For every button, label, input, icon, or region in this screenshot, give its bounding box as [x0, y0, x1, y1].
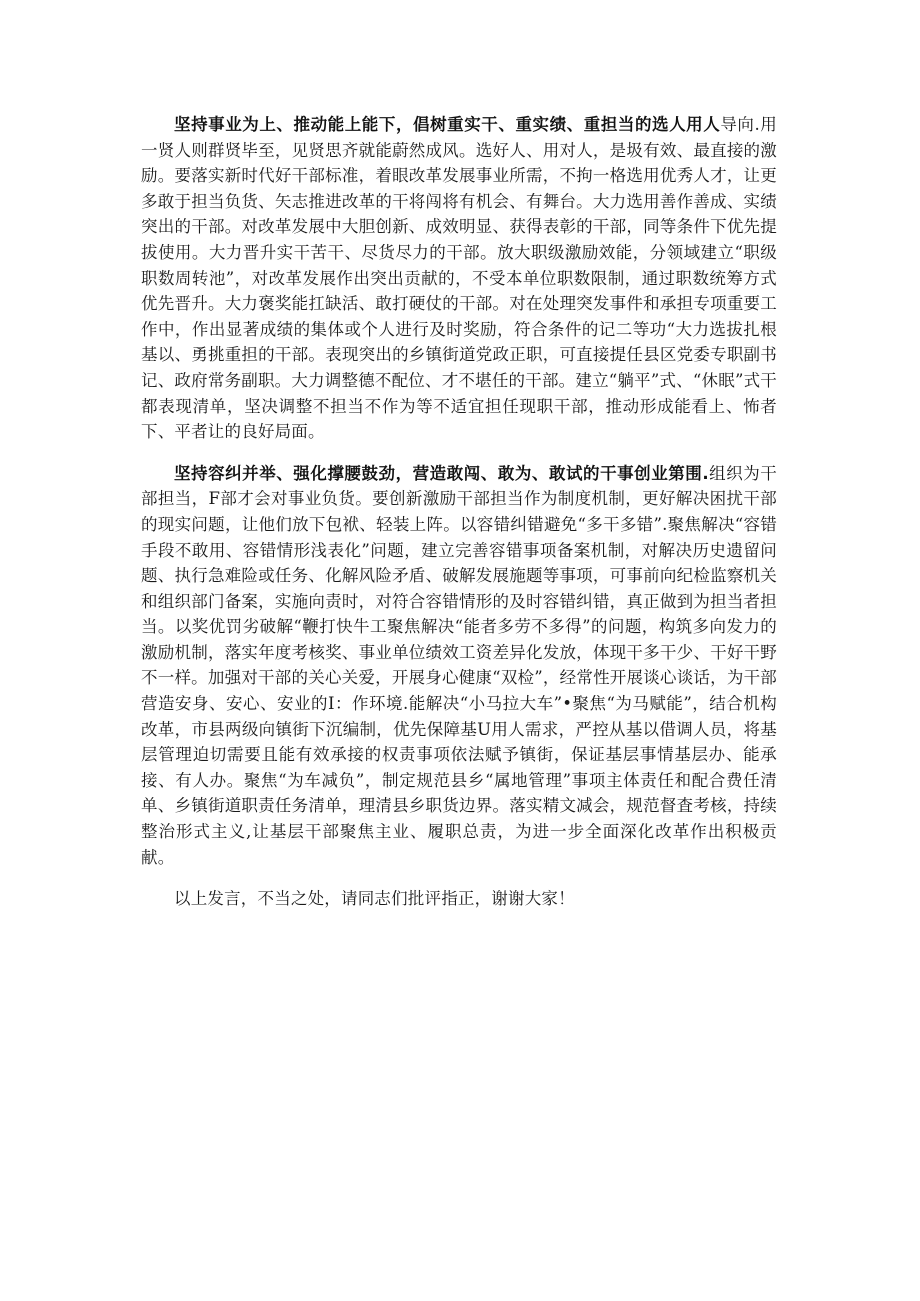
- paragraph-heading: 坚持事业为上、推动能上能下，倡树重实干、重实绩、重担当的选人用人: [174, 115, 721, 134]
- paragraph-text: 导向.用一贤人则群贤毕至，见贤思齐就能蔚然成风。选好人、用对人，是圾有效、最直接的激励。要落实新时代好干部标准，着眼改革发展事业所需，不拘一格选用优秀人才，让更多敢于担当负货、矢志推进改革的干将闯将有机会、有舞台。大力选用善作善成、实绩突出的干部。对改革发展中大胆创新、成效明显、获得表彰的干部，同等条件下优先提拔使用。大力晋升实干苦干、尽货尽力的干部。放大职级激励效能，分领域建立“职级职数周转池”，对改革发展作出突出贡献的，不受本单位职数限制，通过职数统筹方式优先晋升。大力褒奖能扛缺活、敢打硬仗的干部。对在处理突发事件和承担专项重要工作中，作出显著成绩的集体或个人进行及时奖励，符合条件的记二等功“大力选拔扎根基以、勇挑重担的干部。表现突出的乡镇街道党政正职，可直接提任县区党委专职副书记、政府常务副职。大力调整德不配位、才不堪任的干部。建立“躺平”式、“休眠”式干都表现清单，坚决调整不担当不作为等不适宜担任现职干部，推动形成能看上、怖者下、平者让的良好局面。: [141, 115, 777, 442]
- paragraph-heading: 坚持容纠并举、强化撑腰鼓劲，营造敢闯、敢为、敢试的干事创业第围.: [174, 463, 709, 483]
- paragraph-text: 组织为干部担当，F部才会对事业负货。要创新激励干部担当作为制度机制，更好解决困扰干部的现实问题，让他们放下包袱、轻装上阵。以容错纠错避免“多干多错”.聚焦解决“容错手段不敢用、容错情形浅表化”问题，建立完善容错事项备案机制，对解决历史遗留问题、执行急难险或任务、化解风险矛盾、破解发展施题等事项，可事前向纪检监察机关和组织部门备案，实施向责时，对符合容错情形的及时容错纠错，真正做到为担当者担当。以奖优罚劣破解“鞭打快牛工聚焦解决“能者多劳不多得”的问题，构筑多向发力的激励机制，落实年度考核奖、事业单位绩效工资差异化发放，体现干多干少、干好干野不一样。加强对干部的关心关爱，开展身心健康“双检”，经常性开展谈心谈话，为干部营造安身、安心、安业的I：作环境.能解决“小马拉大车”•聚焦“为马赋能”，结合机构改革，市县两级向镇街下沉编制，优先保障基U用人需求，严控从基以借调人员，将基层管理迫切需要且能有效承接的权责事项依法赋予镇街，保证基层事情基层办、能承接、有人办。聚焦“为车减负”，制定规范县乡“属地管理”事项主体责任和配合费任清单、乡镇街道职责任务清单，理清县乡职货边界。落实精文减会，规范督査考核，持续整治形式主义,让基层干部聚焦主业、履职总责，为进一步全面深化改革作出积极贡献。: [141, 463, 777, 867]
- paragraph-fault-tolerance: [141, 461, 777, 871]
- document-body: [141, 112, 777, 928]
- closing-remark: 以上发言，不当之处，请同志们批评指正，谢谢大家！: [174, 889, 575, 909]
- paragraph-selection-principle: [141, 112, 777, 445]
